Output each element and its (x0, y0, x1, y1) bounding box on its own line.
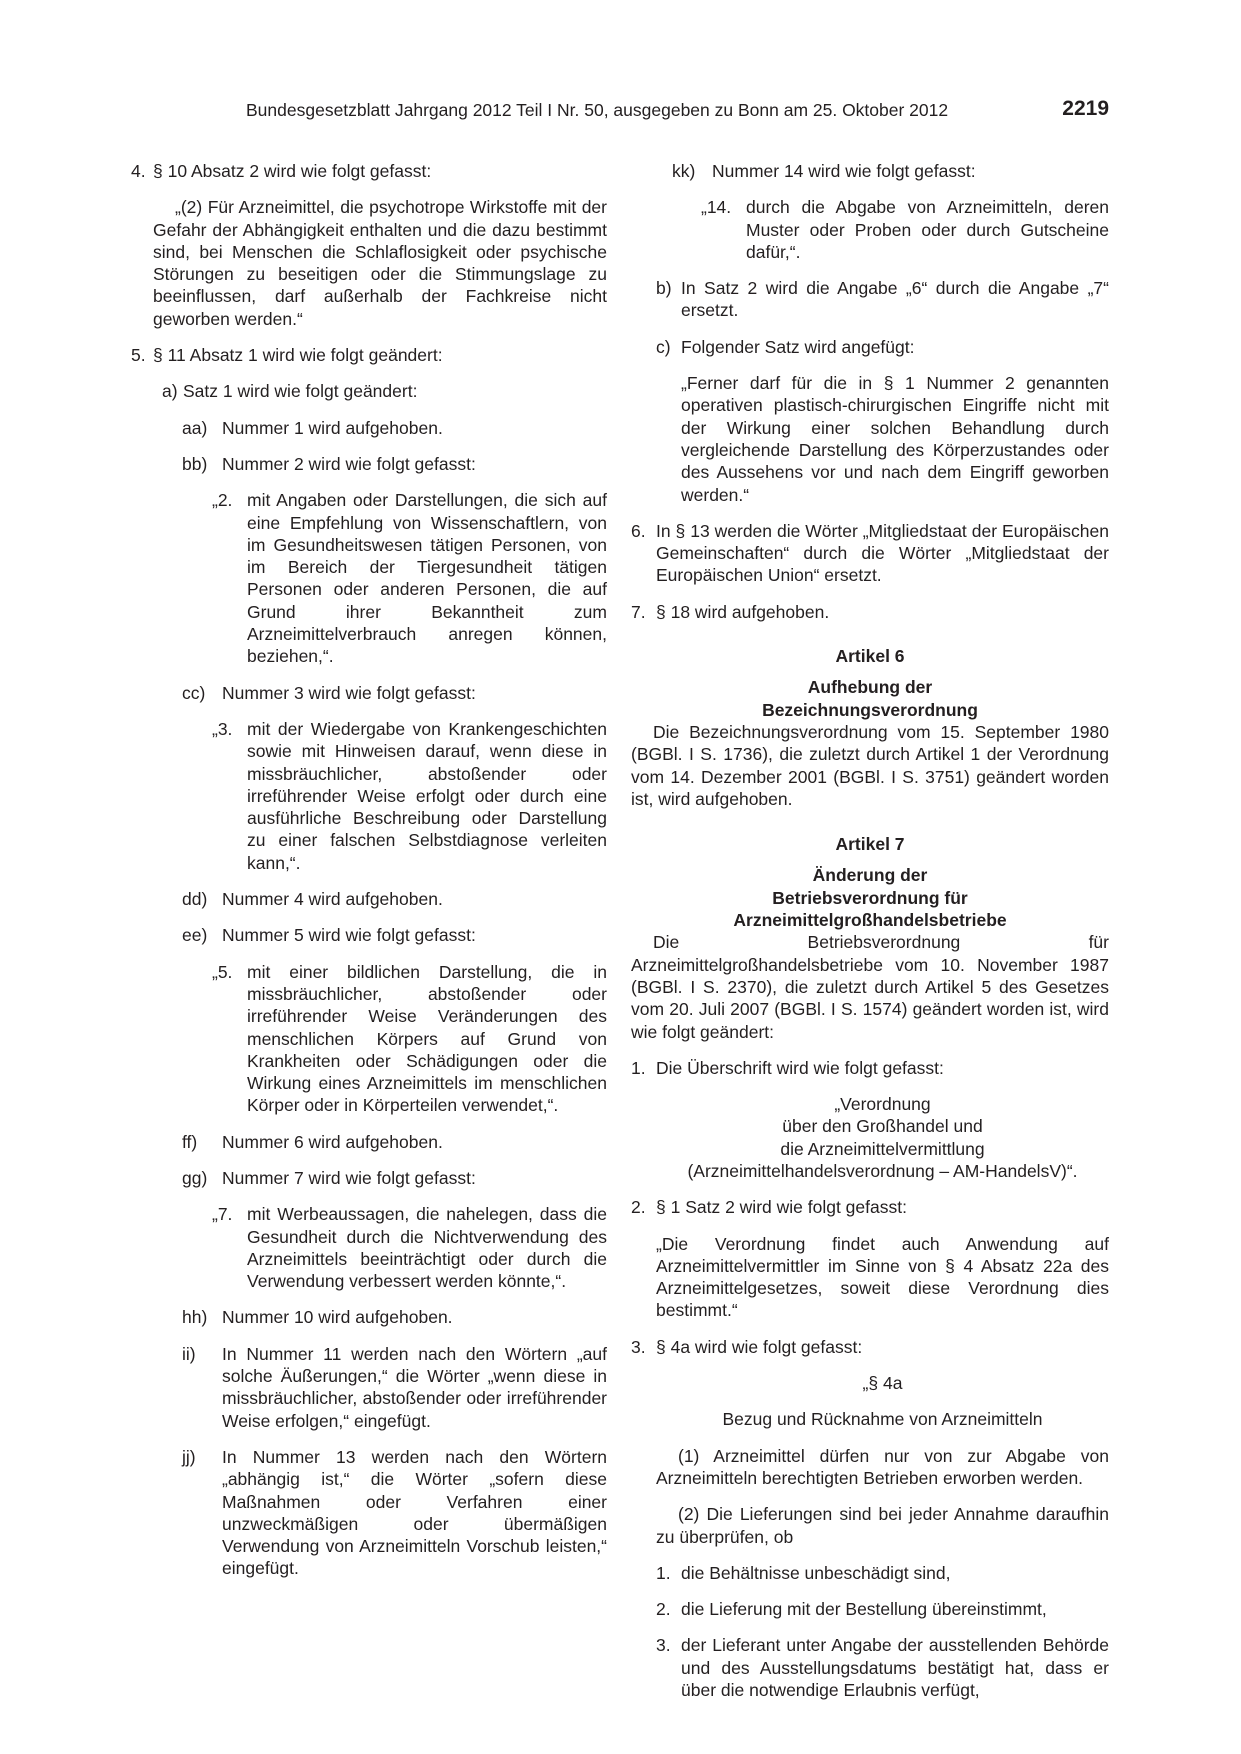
left-column (131, 160, 607, 1580)
item-bb (131, 453, 607, 475)
quote-item-5 (131, 961, 607, 1117)
item-a (131, 380, 607, 402)
item-4-quote: „(2) Für Arzneimittel, die psychotrope Wirkstoffe mit der Gefahr der Abhängigkeit enthalten und die dazu bestimmt sind, bei Menschen die Schlaflosigkeit oder psychische Störungen zu beseitigen oder die Stimmungslage zu beeinflussen, darf außerhalb der Fachkreise nicht geworben werden.“ (153, 197, 607, 329)
quote-line-4: (Arzneimittelhandelsverordnung – AM-HandelsV)“. (687, 1160, 1078, 1181)
item-label: 5. (131, 345, 146, 366)
item-label: gg) (182, 1167, 208, 1188)
item-label: 1. (631, 1057, 646, 1078)
item-text: Satz 1 wird wie folgt geändert: (183, 381, 418, 402)
item-text: In Nummer 13 werden nach den Wörtern „abhängig ist,“ die Wörter „sofern diese Maßnahmen oder Verfahren einer unzweckmäßigen oder übermäßigen Verwendung von Arzneimitteln Vorschub leisten,“ eingefügt. (222, 1446, 607, 1579)
item-text: die Lieferung mit der Bestellung übereinstimmt, (681, 1599, 1047, 1620)
item-text: der Lieferant unter Angabe der ausstellenden Behörde und des Ausstellungsdatums bestätigt hat, dass er über die notwendige Erlaubnis verfügt, (681, 1635, 1109, 1701)
sub-item-3 (631, 1634, 1109, 1701)
quote-label: „5. (212, 961, 233, 982)
page-header (246, 97, 1109, 128)
item-text: Die Überschrift wird wie folgt gefasst: (656, 1057, 944, 1078)
item-ii (131, 1343, 607, 1432)
item-text: § 10 Absatz 2 wird wie folgt gefasst: (153, 161, 432, 181)
quote-item-3 (131, 718, 607, 874)
item-aa (131, 417, 607, 439)
item-4 (131, 160, 607, 182)
item-label: dd) (182, 889, 208, 910)
item-text: § 1 Satz 2 wird wie folgt gefasst: (656, 1197, 907, 1218)
article-7-text: Die Betriebsverordnung für Arzneimittelgroßhandelsbetriebe vom 10. November 1987 (BGBl. I S. 2370), die zuletzt durch Artikel 5 des Gesetzes vom 20. Juli 2007 (BGBl. I S. 1574) geändert worden ist, wird wie folgt geändert: (631, 932, 1109, 1042)
quote-line-3: die Arzneimittelvermittlung (780, 1138, 985, 1159)
item-5 (131, 344, 607, 366)
item-label: 4. (131, 161, 146, 181)
item-ff (131, 1131, 607, 1153)
item-label: 6. (631, 520, 646, 541)
item-text: Nummer 6 wird aufgehoben. (222, 1131, 443, 1152)
article-6-text: Die Bezeichnungsverordnung vom 15. September 1980 (BGBl. I S. 1736), die zuletzt durch Artikel 1 der Verordnung vom 14. Dezember 2001 (BGBl. I S. 3751) geändert worden ist, wird aufgehoben. (631, 721, 1109, 809)
item-ee (131, 924, 607, 946)
section-4a-paragraph-2: (2) Die Lieferungen sind bei jeder Annahme daraufhin zu überprüfen, ob (656, 1504, 1109, 1547)
quote-text: mit der Wiedergabe von Krankengeschichten sowie mit Hinweisen darauf, wenn diese in missbräuchlicher, abstoßender oder irreführender Weise erfolgt oder durch eine ausführliche Beschreibung oder Darstellung zu einer falschen Selbstdiagnose verleiten kann,“. (247, 718, 607, 873)
article-7-subtitle-3: Arzneimittelgroßhandelsbetriebe (733, 910, 1007, 931)
item-7 (631, 601, 1109, 623)
item-label: cc) (182, 682, 206, 703)
item-text: Folgender Satz wird angefügt: (681, 336, 915, 357)
item-label: ee) (182, 925, 208, 946)
item-text: Nummer 2 wird wie folgt gefasst: (222, 453, 476, 474)
item-6 (631, 520, 1109, 587)
item-text: Nummer 4 wird aufgehoben. (222, 889, 443, 910)
article-6-title: Artikel 6 (835, 646, 905, 667)
item-r3 (631, 1336, 1109, 1358)
quote-item-2 (131, 489, 607, 667)
item-label: 7. (631, 601, 646, 622)
item-text: Nummer 5 wird wie folgt gefasst: (222, 925, 476, 946)
item-text: In Satz 2 wird die Angabe „6“ durch die Angabe „7“ ersetzt. (681, 278, 1109, 321)
right-column (631, 160, 1109, 1701)
quote-label: „14. (701, 197, 732, 218)
item-label: 2. (656, 1599, 671, 1620)
quote-text: mit Werbeaussagen, die nahelegen, dass die Gesundheit durch die Nichtverwendung des Arzneimittels beeinträchtigt oder durch die Verwendung verbessert werden könnte,“. (247, 1204, 607, 1292)
item-hh (131, 1306, 607, 1328)
item-r2 (631, 1196, 1109, 1218)
item-text: § 4a wird wie folgt gefasst: (656, 1336, 863, 1357)
item-r1 (631, 1057, 1109, 1079)
item-text: Nummer 14 wird wie folgt gefasst: (712, 161, 976, 181)
item-kk (631, 160, 1109, 182)
item-b (631, 277, 1109, 322)
item-text: die Behältnisse unbeschädigt sind, (681, 1562, 951, 1583)
item-label: 3. (631, 1336, 646, 1357)
item-text: In § 13 werden die Wörter „Mitgliedstaat der Europäischen Gemeinschaften“ durch die Wörter „Mitgliedstaat der Europäischen Union“ ersetzt. (656, 520, 1109, 586)
item-label: ff) (182, 1131, 198, 1152)
item-label: b) (656, 278, 672, 299)
item-text: § 18 wird aufgehoben. (656, 601, 830, 622)
item-r1-quote (631, 1093, 1109, 1182)
item-c (631, 336, 1109, 358)
item-label: bb) (182, 453, 208, 474)
quote-item-14 (631, 196, 1109, 263)
item-label: 1. (656, 1562, 671, 1583)
item-dd (131, 888, 607, 910)
sub-item-1 (631, 1562, 1109, 1584)
article-7-subtitle-1: Änderung der (812, 865, 928, 886)
section-4a-paragraph-1: (1) Arzneimittel dürfen nur von zur Abgabe von Arzneimitteln berechtigten Betrieben erworben werden. (656, 1445, 1109, 1488)
item-label: 2. (631, 1197, 646, 1218)
item-text: Nummer 10 wird aufgehoben. (222, 1307, 453, 1328)
header-text: Bundesgesetzblatt Jahrgang 2012 Teil I Nr. 50, ausgegeben zu Bonn am 25. Oktober 2012 (246, 100, 949, 120)
quote-line-2: über den Großhandel und (782, 1116, 983, 1137)
item-jj (131, 1446, 607, 1580)
item-text: In Nummer 11 werden nach den Wörtern „auf solche Äußerungen,“ die Wörter „wenn diese in missbräuchlicher, abstoßender oder irreführender Weise erfolgen,“ eingefügt. (222, 1343, 607, 1431)
item-cc (131, 682, 607, 704)
item-label: jj) (182, 1446, 196, 1467)
article-6-subtitle-2: Bezeichnungsverordnung (762, 699, 978, 720)
quote-line-1: „Verordnung (834, 1094, 931, 1115)
quote-text: mit Angaben oder Darstellungen, die sich auf eine Empfehlung von Wissenschaftlern, von im Gesundheitswesen tätigen Personen, von im Bereich der Tiergesundheit tätigen Personen oder anderen Personen, die auf Grund ihrer Bekanntheit zum Arzneimittelverbrauch anregen können, beziehen,“. (247, 490, 607, 667)
article-6-subtitle-1: Aufhebung der (807, 677, 933, 698)
item-label: c) (656, 336, 671, 357)
article-7-subtitle-2: Betriebsverordnung für (772, 887, 968, 908)
quote-label: „3. (212, 718, 233, 739)
item-label: a) (162, 381, 178, 402)
page-number: 2219 (1062, 97, 1109, 120)
item-text: Nummer 3 wird wie folgt gefasst: (222, 682, 476, 703)
section-4a-heading: Bezug und Rücknahme von Arzneimitteln (722, 1409, 1043, 1430)
quote-text: durch die Abgabe von Arzneimitteln, deren Muster oder Proben oder durch Gutscheine dafür,“. (746, 197, 1109, 262)
item-text: Nummer 1 wird aufgehoben. (222, 417, 443, 438)
quote-label: „7. (212, 1204, 233, 1225)
item-label: hh) (182, 1307, 208, 1328)
quote-text: mit einer bildlichen Darstellung, die in missbräuchlicher, abstoßender oder irreführender Weise Veränderungen des menschlichen Körpers auf Grund von Krankheiten oder Schädigungen oder die Wirkung eines Arzneimittels im menschlichen Körper oder in Körperteilen verwendet,“. (247, 961, 607, 1116)
item-label: aa) (182, 417, 208, 438)
quote-label: „2. (212, 490, 233, 511)
sub-item-2 (631, 1598, 1109, 1620)
item-text: § 11 Absatz 1 wird wie folgt geändert: (153, 345, 443, 366)
item-r2-quote: „Die Verordnung findet auch Anwendung auf Arzneimittelvermittler im Sinne von § 4 Absatz 22a des Arzneimittelgesetzes, soweit diese Verordnung dies bestimmt.“ (656, 1233, 1109, 1321)
quote-item-7 (131, 1203, 607, 1292)
item-gg (131, 1167, 607, 1189)
item-label: ii) (182, 1343, 196, 1364)
item-label: kk) (672, 161, 696, 181)
item-c-quote: „Ferner darf für die in § 1 Nummer 2 genannten operativen plastisch-chirurgischen Eingriffe nicht mit der Wirkung einer solchen Behandlung durch vergleichende Darstellung des Körperzustandes oder des Aussehens vor und nach dem Eingriff geworben werden.“ (681, 373, 1109, 505)
item-label: 3. (656, 1635, 671, 1656)
article-7-title: Artikel 7 (835, 834, 905, 855)
item-text: Nummer 7 wird wie folgt gefasst: (222, 1167, 476, 1188)
section-4a-number: „§ 4a (862, 1373, 903, 1394)
